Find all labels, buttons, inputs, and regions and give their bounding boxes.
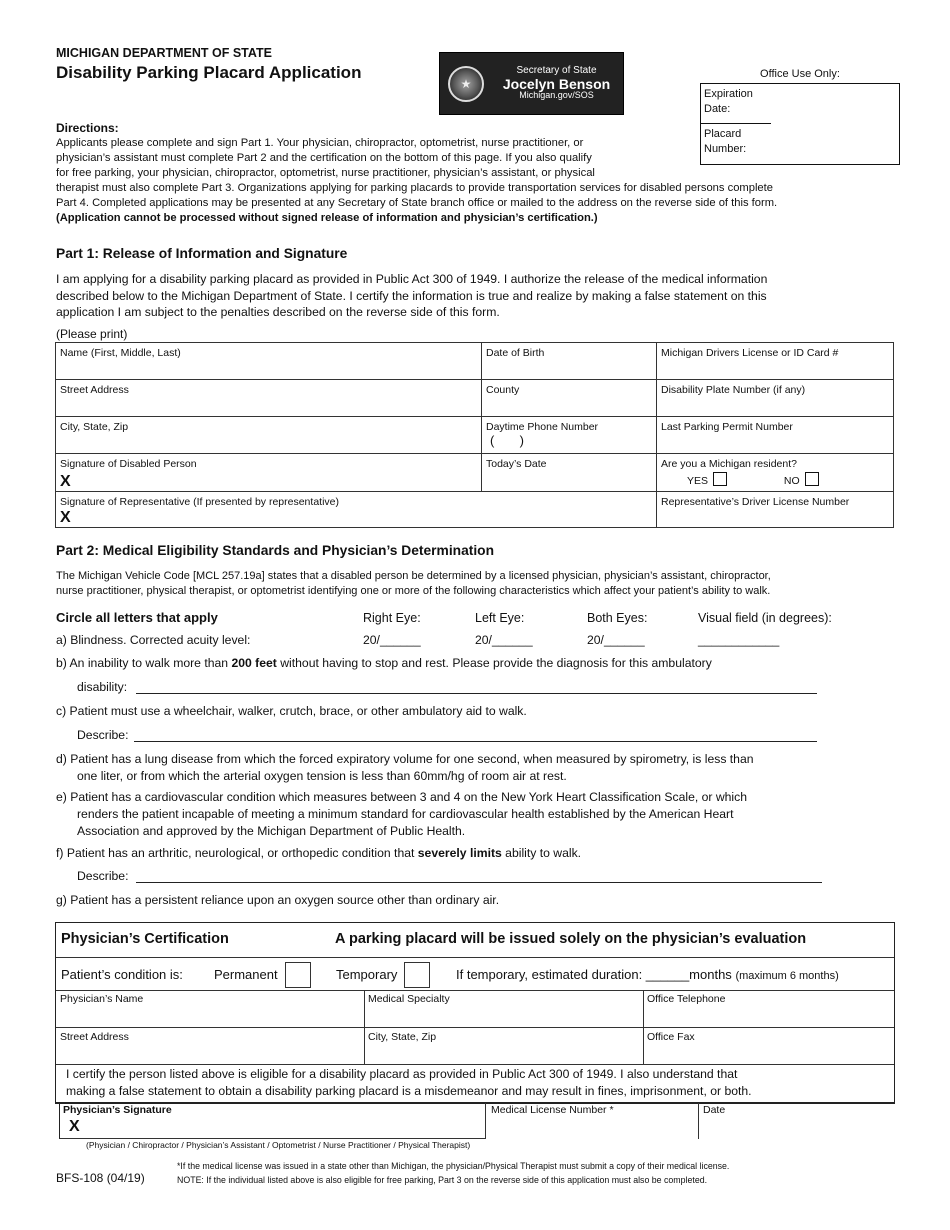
resident-yes-label: YES — [687, 475, 709, 487]
rep-license-field[interactable]: Representative’s Driver License Number — [657, 492, 894, 528]
left-eye-header: Left Eye: — [475, 611, 525, 625]
please-print: (Please print) — [56, 327, 128, 341]
office-tel-field[interactable]: Office Telephone — [647, 993, 726, 1005]
visual-field-header: Visual field (in degrees): — [698, 611, 832, 625]
state-seal-icon: ★ — [448, 66, 484, 102]
resident-no-label: NO — [783, 475, 800, 487]
item-c-describe: Describe: — [77, 728, 129, 742]
physician-city-field[interactable]: City, State, Zip — [368, 1031, 437, 1043]
item-g[interactable]: g) Patient has a persistent reliance upon an oxygen source other than ordinary air. — [56, 893, 500, 907]
phone-field[interactable]: Daytime Phone Number ( ) — [482, 417, 657, 454]
item-e[interactable]: e) Patient has a cardiovascular condition which measures between 3 and 4 on the New York Heart Classification Scale, or which renders the patient incapable of meeting a minimum standard for cardiovascular health established by the American Heart Association and approved by the Michigan Department of Public Health. — [56, 790, 747, 838]
signature-x: X — [60, 473, 71, 490]
permit-field[interactable]: Last Parking Permit Number — [657, 417, 894, 454]
applicant-info-table — [55, 342, 894, 528]
item-d[interactable]: d) Patient has a lung disease from which the forced expiratory volume for one second, when measured by spirometry, is less than one liter, or from which the arterial oxygen tension is less than 60mm/hg of room air at rest. — [56, 752, 754, 783]
physician-street-field[interactable]: Street Address — [60, 1031, 129, 1043]
rep-signature-field[interactable]: Signature of Representative (If presented by representative) X — [56, 492, 657, 528]
county-field[interactable]: County — [482, 380, 657, 417]
diagnosis-line[interactable] — [136, 693, 817, 694]
rep-signature-x: X — [60, 509, 71, 526]
part1-text: I am applying for a disability parking placard as provided in Public Act 300 of 1949. I authorize the release of the medical information described below to the Michigan Department of State. I certify the information is true and realize by making a false statement on this application I am subject to the penalties described on the reverse side of this form. — [56, 272, 768, 319]
today-date-field[interactable]: Today’s Date — [482, 454, 657, 492]
right-eye-header: Right Eye: — [363, 611, 421, 625]
physician-signature-x: X — [69, 1118, 80, 1135]
duration-field[interactable]: If temporary, estimated duration: ______months (maximum 6 months) — [456, 967, 839, 982]
item-f[interactable]: f) Patient has an arthritic, neurological, or orthopedic condition that severely limits ability to walk. — [56, 846, 582, 860]
resident-yes-checkbox[interactable] — [713, 472, 727, 486]
part2-intro: The Michigan Vehicle Code [MCL 257.19a] states that a disabled person be determined by a licensed physician, physician’s assistant, chiropractor, nurse practitioner, physical therapist, or optometrist identifying one or more of the following characteristics which affect your patient’s ability to walk. — [56, 570, 771, 597]
footer-note2: NOTE: If the individual listed above is also eligible for free parking, Part 3 on the reverse side of this application must also be completed. — [177, 1175, 708, 1185]
cert-heading: Physician’s Certification — [61, 931, 229, 947]
temporary-checkbox[interactable] — [404, 962, 430, 988]
directions-heading: Directions: — [56, 121, 119, 135]
both-eyes-header: Both Eyes: — [587, 611, 648, 625]
roles-note: (Physician / Chiropractor / Physician’s Assistant / Optometrist / Nurse Practitioner / Physical Therapist) — [86, 1140, 471, 1150]
describe-f-line[interactable] — [136, 882, 822, 883]
city-field[interactable]: City, State, Zip — [56, 417, 482, 454]
office-fax-field[interactable]: Office Fax — [647, 1031, 695, 1043]
certify-statement: I certify the person listed above is eligible for a disability placard as provided in Public Act 300 of 1949. I also understand that making a false statement to obtain a disability parking placard is a misdemeanor and may result in fines, imprisonment, or both. — [66, 1067, 752, 1098]
item-a[interactable]: a) Blindness. Corrected acuity level: — [56, 633, 251, 647]
both-eyes-input[interactable]: 20/______ — [587, 633, 645, 647]
condition-label: Patient’s condition is: — [61, 967, 183, 982]
cert-subheading: A parking placard will be issued solely on the physician’s evaluation — [335, 931, 807, 947]
left-eye-input[interactable]: 20/______ — [475, 633, 533, 647]
form-id: BFS-108 (04/19) — [56, 1171, 145, 1185]
street-field[interactable]: Street Address — [56, 380, 482, 417]
signature-row — [55, 1102, 895, 1139]
physician-name-field[interactable]: Physician’s Name — [60, 993, 144, 1005]
plate-field[interactable]: Disability Plate Number (if any) — [657, 380, 894, 417]
license-field[interactable]: Michigan Drivers License or ID Card # — [657, 343, 894, 380]
item-b-diagnosis: disability: — [77, 680, 128, 694]
placard-number-field[interactable]: Placard Number: — [704, 128, 747, 155]
footer-note1: *If the medical license was issued in a state other than Michigan, the physician/Physical Therapist must submit a copy of their medical license. — [177, 1161, 730, 1171]
directions-text: Applicants please complete and sign Part 1. Your physician, chiropractor, optometrist, nurse practitioner, or physician’s assistant must complete Part 2 and the certification on the bottom of this page. If you also qualify for free parking, your physician, chiropractor, optometrist, nurse practitioner, physician’s assistant, or physical therapist must also complete Part 3. Organizations applying for parking placards to provide transportation services for disabled persons complete Part 4. Completed applications may be presented at any Secretary of State branch office or mailed to the address on the reverse side of this form. (Application cannot be processed without signed release of information and physician’s certification.) — [56, 136, 906, 226]
item-c[interactable]: c) Patient must use a wheelchair, walker, crutch, brace, or other ambulatory aid to walk. — [56, 704, 527, 718]
resident-field: Are you a Michigan resident? YES NO — [657, 454, 894, 492]
office-use-label: Office Use Only: — [760, 68, 840, 80]
specialty-field[interactable]: Medical Specialty — [368, 993, 450, 1005]
permanent-label: Permanent — [214, 967, 278, 982]
right-eye-input[interactable]: 20/______ — [363, 633, 421, 647]
sos-logo — [439, 52, 624, 115]
department-name: MICHIGAN DEPARTMENT OF STATE — [56, 46, 272, 60]
certification-box — [55, 922, 895, 1104]
item-b[interactable]: b) An inability to walk more than 200 feet without having to stop and rest. Please provide the diagnosis for this ambulatory — [56, 656, 712, 670]
logo-line1: Secretary of State — [516, 65, 597, 77]
directions-warning: (Application cannot be processed without signed release of information and physician’s certification.) — [56, 212, 598, 224]
describe-c-line[interactable] — [134, 741, 817, 742]
dob-field[interactable]: Date of Birth — [482, 343, 657, 380]
part1-heading: Part 1: Release of Information and Signature — [56, 246, 348, 261]
form-title: Disability Parking Placard Application — [56, 63, 362, 82]
circle-label: Circle all letters that apply — [56, 610, 218, 625]
expiration-date-field[interactable]: Expiration Date: — [701, 84, 771, 124]
part2-heading: Part 2: Medical Eligibility Standards and Physician’s Determination — [56, 543, 495, 558]
visual-field-input[interactable]: ____________ — [698, 633, 780, 647]
resident-no-checkbox[interactable] — [805, 472, 819, 486]
signature-field[interactable]: Signature of Disabled Person X — [56, 454, 482, 492]
permanent-checkbox[interactable] — [285, 962, 311, 988]
name-field[interactable]: Name (First, Middle, Last) — [56, 343, 482, 380]
logo-line2: Jocelyn Benson — [502, 75, 611, 92]
medical-license-field[interactable]: Medical License Number * — [491, 1104, 614, 1116]
sig-date-field[interactable]: Date — [703, 1104, 726, 1116]
logo-line3: Michigan.gov/SOS — [519, 90, 594, 101]
physician-signature-field[interactable]: Physician’s Signature X — [59, 1104, 485, 1138]
item-f-describe: Describe: — [77, 869, 129, 883]
temporary-label: Temporary — [336, 967, 398, 982]
